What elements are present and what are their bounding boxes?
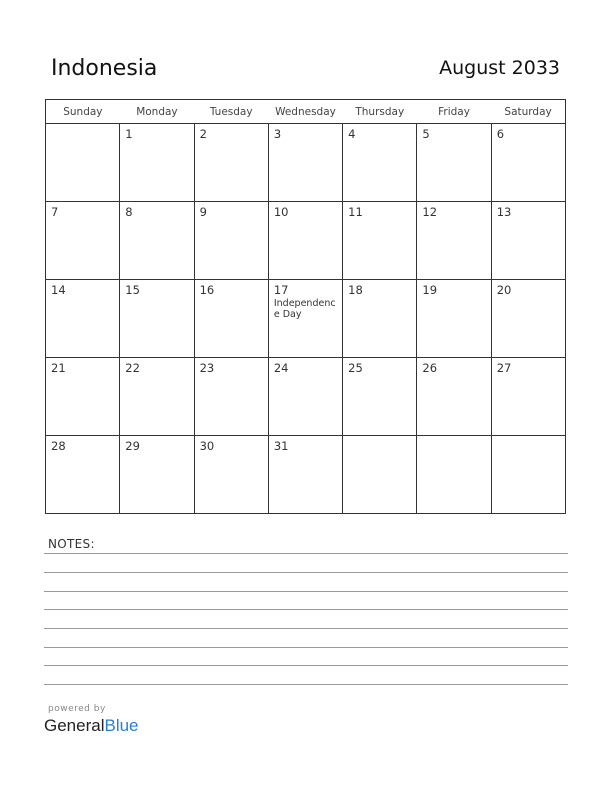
weekday-header: Saturday bbox=[491, 100, 565, 124]
day-cell[interactable] bbox=[46, 280, 120, 358]
day-cell[interactable] bbox=[343, 124, 417, 202]
notes-label: NOTES: bbox=[48, 537, 95, 551]
day-number: 19 bbox=[422, 283, 438, 297]
generalblue-logo[interactable] bbox=[44, 716, 139, 736]
day-cell[interactable] bbox=[194, 358, 268, 436]
day-number: 16 bbox=[199, 283, 215, 297]
calendar-body bbox=[46, 124, 566, 514]
week-row bbox=[46, 124, 566, 202]
day-cell[interactable] bbox=[120, 358, 194, 436]
calendar-grid bbox=[45, 99, 566, 514]
day-cell[interactable] bbox=[343, 358, 417, 436]
week-row bbox=[46, 436, 566, 514]
day-cell[interactable] bbox=[268, 358, 342, 436]
day-number: 4 bbox=[348, 127, 356, 141]
country-title: Indonesia bbox=[51, 56, 158, 81]
day-number: 18 bbox=[348, 283, 363, 297]
day-number: 29 bbox=[125, 439, 140, 453]
day-number: 26 bbox=[422, 361, 438, 375]
day-number: 1 bbox=[125, 127, 133, 141]
brand-blue-text: Blue bbox=[104, 716, 139, 735]
day-number: 21 bbox=[51, 361, 66, 375]
brand-general-text: General bbox=[44, 716, 105, 735]
weekday-header: Friday bbox=[417, 100, 491, 124]
day-cell[interactable] bbox=[417, 280, 491, 358]
weekday-header: Monday bbox=[120, 100, 194, 124]
day-cell[interactable] bbox=[491, 436, 565, 514]
week-row bbox=[46, 202, 566, 280]
day-number: 22 bbox=[125, 361, 140, 375]
day-number: 8 bbox=[125, 205, 133, 219]
day-cell[interactable] bbox=[120, 436, 194, 514]
day-number: 11 bbox=[348, 205, 363, 219]
day-number: 28 bbox=[51, 439, 66, 453]
day-cell[interactable] bbox=[417, 202, 491, 280]
day-cell[interactable] bbox=[194, 124, 268, 202]
note-line bbox=[44, 647, 568, 648]
weekday-header: Tuesday bbox=[194, 100, 268, 124]
day-number: 14 bbox=[51, 283, 66, 297]
weekday-header: Thursday bbox=[343, 100, 417, 124]
day-cell[interactable] bbox=[491, 280, 565, 358]
day-cell[interactable] bbox=[120, 124, 194, 202]
day-number: 10 bbox=[273, 205, 289, 219]
day-number: 5 bbox=[422, 127, 430, 141]
week-row bbox=[46, 280, 566, 358]
note-line bbox=[44, 665, 568, 666]
day-cell[interactable] bbox=[46, 358, 120, 436]
day-cell[interactable] bbox=[268, 280, 342, 358]
day-cell[interactable] bbox=[194, 280, 268, 358]
note-line bbox=[44, 591, 568, 592]
day-cell[interactable] bbox=[46, 436, 120, 514]
day-number: 31 bbox=[273, 439, 289, 453]
note-line bbox=[44, 628, 568, 629]
note-line bbox=[44, 553, 568, 554]
day-number: 24 bbox=[273, 361, 289, 375]
day-cell[interactable] bbox=[417, 124, 491, 202]
day-cell[interactable] bbox=[491, 202, 565, 280]
weekday-header: Wednesday bbox=[268, 100, 342, 124]
day-cell[interactable] bbox=[46, 202, 120, 280]
day-number: 15 bbox=[125, 283, 140, 297]
day-number: 20 bbox=[496, 283, 512, 297]
day-cell[interactable] bbox=[491, 124, 565, 202]
day-number: 9 bbox=[199, 205, 207, 219]
day-cell[interactable] bbox=[120, 280, 194, 358]
day-number: 3 bbox=[273, 127, 282, 141]
day-number: 25 bbox=[348, 361, 363, 375]
day-cell[interactable] bbox=[120, 202, 194, 280]
day-cell[interactable] bbox=[46, 124, 120, 202]
note-line bbox=[44, 572, 568, 573]
day-number: 27 bbox=[496, 361, 512, 375]
weekday-header-row bbox=[46, 100, 566, 124]
day-number: 7 bbox=[51, 205, 59, 219]
day-cell[interactable] bbox=[343, 280, 417, 358]
day-number: 13 bbox=[496, 205, 512, 219]
day-cell[interactable] bbox=[194, 202, 268, 280]
week-row bbox=[46, 358, 566, 436]
day-cell[interactable] bbox=[417, 436, 491, 514]
note-line bbox=[44, 609, 568, 610]
day-cell[interactable] bbox=[268, 436, 342, 514]
day-number: 2 bbox=[199, 127, 207, 141]
day-number: 23 bbox=[199, 361, 215, 375]
day-cell[interactable] bbox=[491, 358, 565, 436]
day-cell[interactable] bbox=[194, 436, 268, 514]
holiday-label: Independence Day bbox=[273, 298, 336, 320]
powered-by-text: powered by bbox=[48, 704, 106, 714]
note-line bbox=[44, 684, 568, 685]
day-cell[interactable] bbox=[268, 124, 342, 202]
day-number: 30 bbox=[199, 439, 215, 453]
day-number: 6 bbox=[496, 127, 505, 141]
weekday-header: Sunday bbox=[46, 100, 120, 124]
day-cell[interactable] bbox=[343, 202, 417, 280]
day-cell[interactable] bbox=[417, 358, 491, 436]
day-number: 12 bbox=[422, 205, 438, 219]
day-cell[interactable] bbox=[343, 436, 417, 514]
day-cell[interactable] bbox=[268, 202, 342, 280]
month-year-title: August 2033 bbox=[439, 57, 560, 79]
day-number: 17 bbox=[273, 283, 289, 297]
